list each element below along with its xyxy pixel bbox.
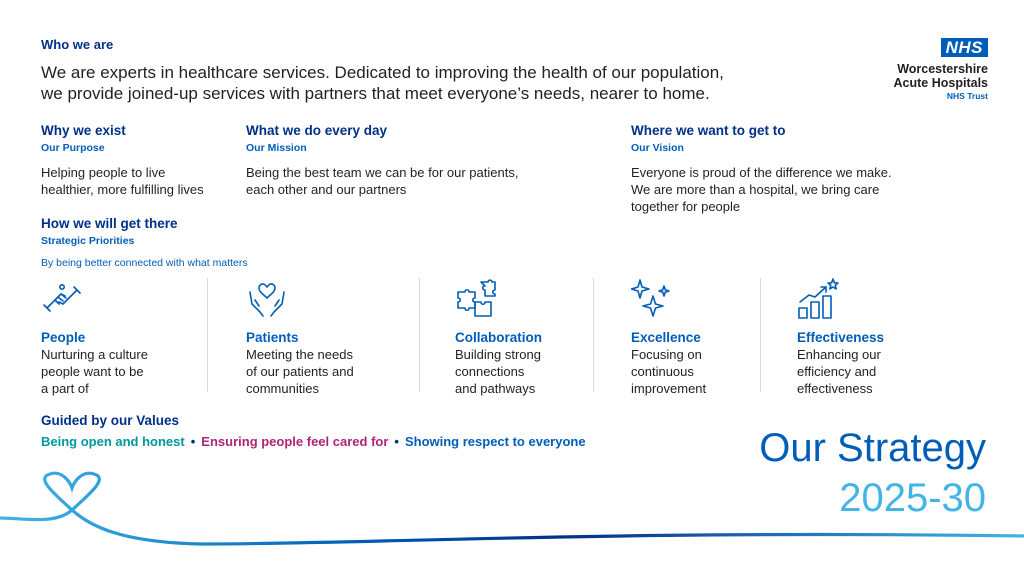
strategy-title: Our Strategy xyxy=(759,426,986,470)
org-name-line-2: Acute Hospitals xyxy=(893,76,988,90)
values-heading: Guided by our Values xyxy=(41,413,180,428)
who-we-are-heading: Who we are xyxy=(41,37,114,52)
priority-text-line: Focusing on xyxy=(631,347,702,362)
purpose-text-line: Helping people to live xyxy=(41,165,166,180)
value-cared-for: Ensuring people feel cared for xyxy=(201,434,389,449)
purpose-section xyxy=(41,123,231,198)
heart-in-hands-icon xyxy=(246,278,288,320)
priority-title: Patients xyxy=(246,330,299,345)
vision-text xyxy=(631,164,931,215)
priority-title: Excellence xyxy=(631,330,701,345)
vision-text-line: together for people xyxy=(631,199,741,214)
values-list xyxy=(41,434,586,449)
nhs-badge: NHS xyxy=(941,38,988,57)
values-section xyxy=(41,413,586,449)
priority-excellence xyxy=(631,278,751,394)
mission-text-line: Being the best team we can be for our patients, xyxy=(246,165,519,180)
how-strapline: By being better connected with what matters xyxy=(41,257,248,269)
mission-section xyxy=(246,123,566,198)
value-respect: Showing respect to everyone xyxy=(404,434,586,449)
bar-chart-star-icon xyxy=(797,278,839,320)
purpose-heading: Why we exist xyxy=(41,123,126,138)
intro-line-2: we provide joined-up services with partners that meet everyone’s needs, nearer to home. xyxy=(41,84,710,103)
priority-text-line: people want to be xyxy=(41,364,144,379)
vision-text-line: We are more than a hospital, we bring care xyxy=(631,182,880,197)
purpose-text-line: healthier, more fulfilling lives xyxy=(41,182,204,197)
puzzle-pieces-icon xyxy=(455,278,497,320)
priority-text-line: and pathways xyxy=(455,381,536,396)
vision-section xyxy=(631,123,931,215)
mission-subheading: Our Mission xyxy=(246,142,307,154)
priority-effectiveness xyxy=(797,278,927,394)
priority-text-line: effectiveness xyxy=(797,381,873,396)
priority-text-line: continuous xyxy=(631,364,694,379)
org-name xyxy=(858,62,988,90)
how-section xyxy=(41,216,248,269)
priority-text-line: Enhancing our xyxy=(797,347,881,362)
org-trust-label: NHS Trust xyxy=(946,91,988,101)
purpose-text xyxy=(41,164,231,198)
priority-text-line: a part of xyxy=(41,381,89,396)
priority-text-line: communities xyxy=(246,381,319,396)
priority-patients xyxy=(246,278,411,394)
priority-title: Collaboration xyxy=(455,330,542,345)
priority-text xyxy=(631,346,751,397)
how-subheading: Strategic Priorities xyxy=(41,235,135,247)
priority-text xyxy=(455,346,585,397)
mission-text-line: each other and our partners xyxy=(246,182,407,197)
swoosh-line xyxy=(0,473,1024,544)
value-separator: • xyxy=(394,434,399,449)
priority-title: People xyxy=(41,330,86,345)
priority-text-line: improvement xyxy=(631,381,707,396)
value-separator: • xyxy=(190,434,196,449)
mission-text xyxy=(246,164,566,198)
priority-text xyxy=(246,346,411,397)
priority-text-line: connections xyxy=(455,364,525,379)
value-open-honest: Being open and honest xyxy=(41,434,185,449)
hands-together-icon xyxy=(41,278,83,320)
priority-title: Effectiveness xyxy=(797,330,885,345)
priority-text-line: Meeting the needs xyxy=(246,347,353,362)
strategy-years: 2025-30 xyxy=(839,476,986,520)
priority-divider xyxy=(419,278,420,392)
org-name-line-1: Worcestershire xyxy=(897,62,988,76)
heart-swoosh-graphic xyxy=(0,470,1024,576)
priority-divider xyxy=(593,278,594,392)
priority-collaboration xyxy=(455,278,585,394)
priority-divider xyxy=(207,278,208,392)
purpose-subheading: Our Purpose xyxy=(41,142,105,154)
priority-text-line: of our patients and xyxy=(246,364,354,379)
priority-text-line: efficiency and xyxy=(797,364,877,379)
priority-text-line: Building strong xyxy=(455,347,541,362)
vision-subheading: Our Vision xyxy=(631,142,684,154)
priority-text-line: Nurturing a culture xyxy=(41,347,148,362)
priority-people xyxy=(41,278,201,394)
mission-heading: What we do every day xyxy=(246,123,388,138)
priority-divider xyxy=(760,278,761,392)
intro-statement xyxy=(41,62,761,104)
how-heading: How we will get there xyxy=(41,216,178,231)
priority-text xyxy=(41,346,201,397)
nhs-trust-logo xyxy=(858,38,988,101)
sparkles-icon xyxy=(631,278,673,320)
priority-text xyxy=(797,346,927,397)
intro-line-1: We are experts in healthcare services. Dedicated to improving the health of our population, xyxy=(41,63,724,82)
vision-text-line: Everyone is proud of the difference we make. xyxy=(631,165,892,180)
vision-heading: Where we want to get to xyxy=(631,123,786,138)
